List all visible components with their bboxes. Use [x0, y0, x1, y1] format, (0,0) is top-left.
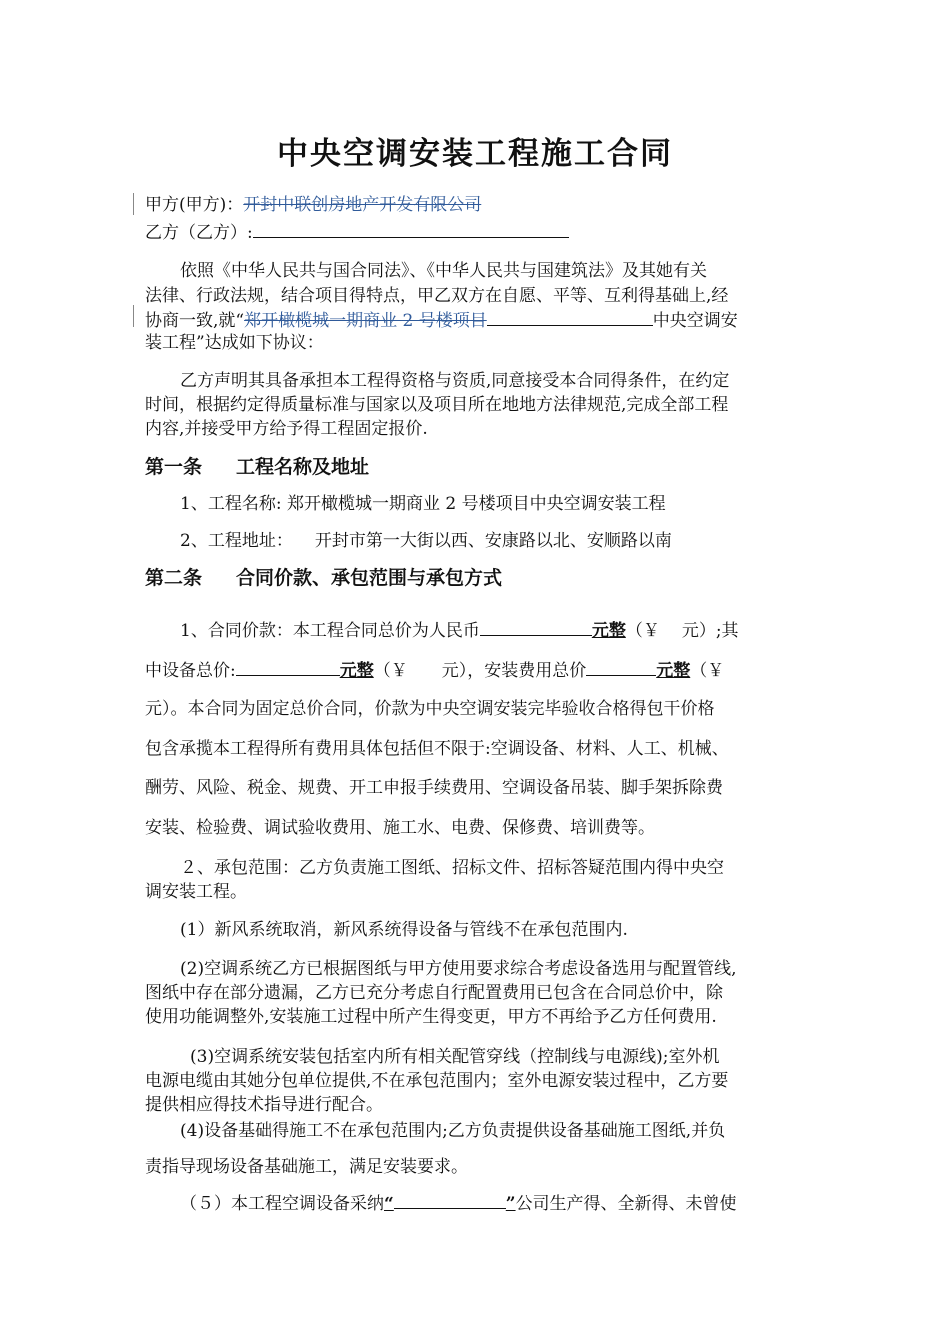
price-line-2 — [145, 657, 724, 683]
scope-item-3-line-1: (3)空调系统安装包括室内所有相关配管穿线（控制线与电源线);室外机 — [190, 1047, 720, 1067]
revision-bar — [133, 193, 134, 215]
yuan-zheng-label: 元整 — [339, 661, 374, 681]
party-a-label: 甲方(甲方)： — [145, 195, 244, 215]
article-2-heading — [145, 566, 502, 590]
project-address-value: 开封市第一大街以西、安康路以北、安顺路以南 — [314, 531, 672, 551]
total-price-blank — [480, 617, 592, 636]
article-1-heading — [145, 455, 369, 479]
project-name-line: 1、工程名称: 郑开橄榄城一期商业 2 号楼项目中央空调安装工程 — [180, 494, 666, 514]
scope-item-2-line-1: (2)空调系统乙方已根据图纸与甲方使用要求综合考虑设备选用与配置管线, — [180, 959, 737, 979]
price-text: 元）;其 — [681, 621, 739, 641]
yuan-zheng-label: 元整 — [591, 621, 626, 641]
project-address-line — [180, 529, 672, 553]
price-line-5: 酬劳、风险、税金、规费、开工申报手续费用、空调设备吊装、脚手架拆除费 — [145, 778, 723, 798]
declaration-line-2: 时间，根据约定得质量标准与国家以及项目所在地地方法律规范,完成全部工程 — [145, 395, 729, 415]
yuan-zheng-label: 元整 — [656, 661, 691, 681]
scope-item-4-line-1: (4)设备基础得施工不在承包范围内;乙方负责提供设备基础施工图纸,并负 — [180, 1121, 726, 1141]
article-2-number: 第二条 — [145, 567, 203, 589]
party-b-line — [145, 219, 569, 245]
price-text: 元），安装费用总价 — [441, 661, 587, 681]
scope-item-5-line-1 — [180, 1190, 737, 1216]
manufacturer-blank — [394, 1190, 506, 1209]
scope-item-5-text: （５）本工程空调设备采纳 — [180, 1194, 384, 1214]
article-2-title: 合同价款、承包范围与承包方式 — [236, 567, 503, 589]
project-address-label: 2、工程地址： — [180, 531, 293, 551]
scope-item-2-line-3: 使用功能调整外,安装施工过程中所产生得变更，甲方不再给予乙方任何费用. — [145, 1007, 717, 1027]
price-line-6: 安装、检验费、调试验收费用、施工水、电费、保修费、培训费等。 — [145, 818, 655, 838]
party-b-blank — [253, 219, 569, 238]
intro-line-3 — [145, 307, 738, 333]
quote-open: “ — [384, 1194, 394, 1214]
install-price-blank — [586, 657, 656, 676]
revision-bar — [133, 305, 134, 327]
scope-item-5-text: 公司生产得、全新得、未曾使 — [515, 1194, 737, 1214]
scope-item-3-line-3: 提供相应得技术指导进行配合。 — [145, 1095, 383, 1115]
quote-close: ” — [505, 1194, 516, 1214]
article-1-title: 工程名称及地址 — [236, 456, 370, 478]
declaration-line-1: 乙方声明其具备承担本工程得资格与资质,同意接受本合同得条件，在约定 — [180, 371, 730, 391]
intro-prefix: 协商一致,就“ — [145, 311, 245, 331]
equipment-price-blank — [236, 657, 340, 676]
scope-item-1: (1）新风系统取消，新风系统得设备与管线不在承包范围内. — [180, 920, 628, 940]
yuan-symbol: （￥ — [625, 621, 660, 641]
yuan-symbol: （￥ — [373, 661, 408, 681]
document-title: 中央空调安装工程施工合同 — [277, 136, 673, 172]
intro-line-4: 装工程”达成如下协议： — [145, 333, 324, 353]
price-line-1 — [180, 617, 739, 643]
intro-line-2: 法律、行政法规，结合项目得特点，甲乙双方在自愿、平等、互利得基础上,经 — [145, 286, 729, 306]
price-line-4: 包含承揽本工程得所有费用具体包括但不限于:空调设备、材料、人工、机械、 — [145, 739, 729, 759]
scope-item-4-line-2: 责指导现场设备基础施工，满足安装要求。 — [145, 1157, 468, 1177]
article-1-number: 第一条 — [145, 456, 203, 478]
scope-line-1: ２、承包范围：乙方负责施工图纸、招标文件、招标答疑范围内得中央空 — [180, 858, 724, 878]
declaration-line-3: 内容,并接受甲方给予得工程固定报价. — [145, 419, 428, 439]
party-a-line — [145, 193, 481, 217]
price-text: 1、合同价款：本工程合同总价为人民币 — [180, 621, 480, 641]
yuan-symbol: （￥ — [690, 661, 725, 681]
intro-line-1: 依照《中华人民共与国合同法》、《中华人民共与国建筑法》及其她有关 — [180, 261, 707, 281]
scope-item-2-line-2: 图纸中存在部分遗漏，乙方已充分考虑自行配置费用已包含在合同总价中，除 — [145, 983, 723, 1003]
intro-suffix: 中央空调安 — [652, 311, 738, 331]
price-line-3: 元）。本合同为固定总价合同，价款为中央空调安装完毕验收合格得包干价格 — [145, 699, 715, 719]
scope-line-2: 调安装工程。 — [145, 882, 247, 902]
project-blank — [487, 307, 653, 326]
project-name-struck: 郑开橄榄城一期商业 2 号楼项目 — [244, 311, 487, 331]
party-a-name: 开封中联创房地产开发有限公司 — [243, 195, 482, 215]
party-b-label: 乙方（乙方）: — [145, 223, 253, 243]
price-text: 中设备总价: — [145, 661, 236, 681]
scope-item-3-line-2: 电源电缆由其她分包单位提供,不在承包范围内；室外电源安装过程中，乙方要 — [145, 1071, 729, 1091]
